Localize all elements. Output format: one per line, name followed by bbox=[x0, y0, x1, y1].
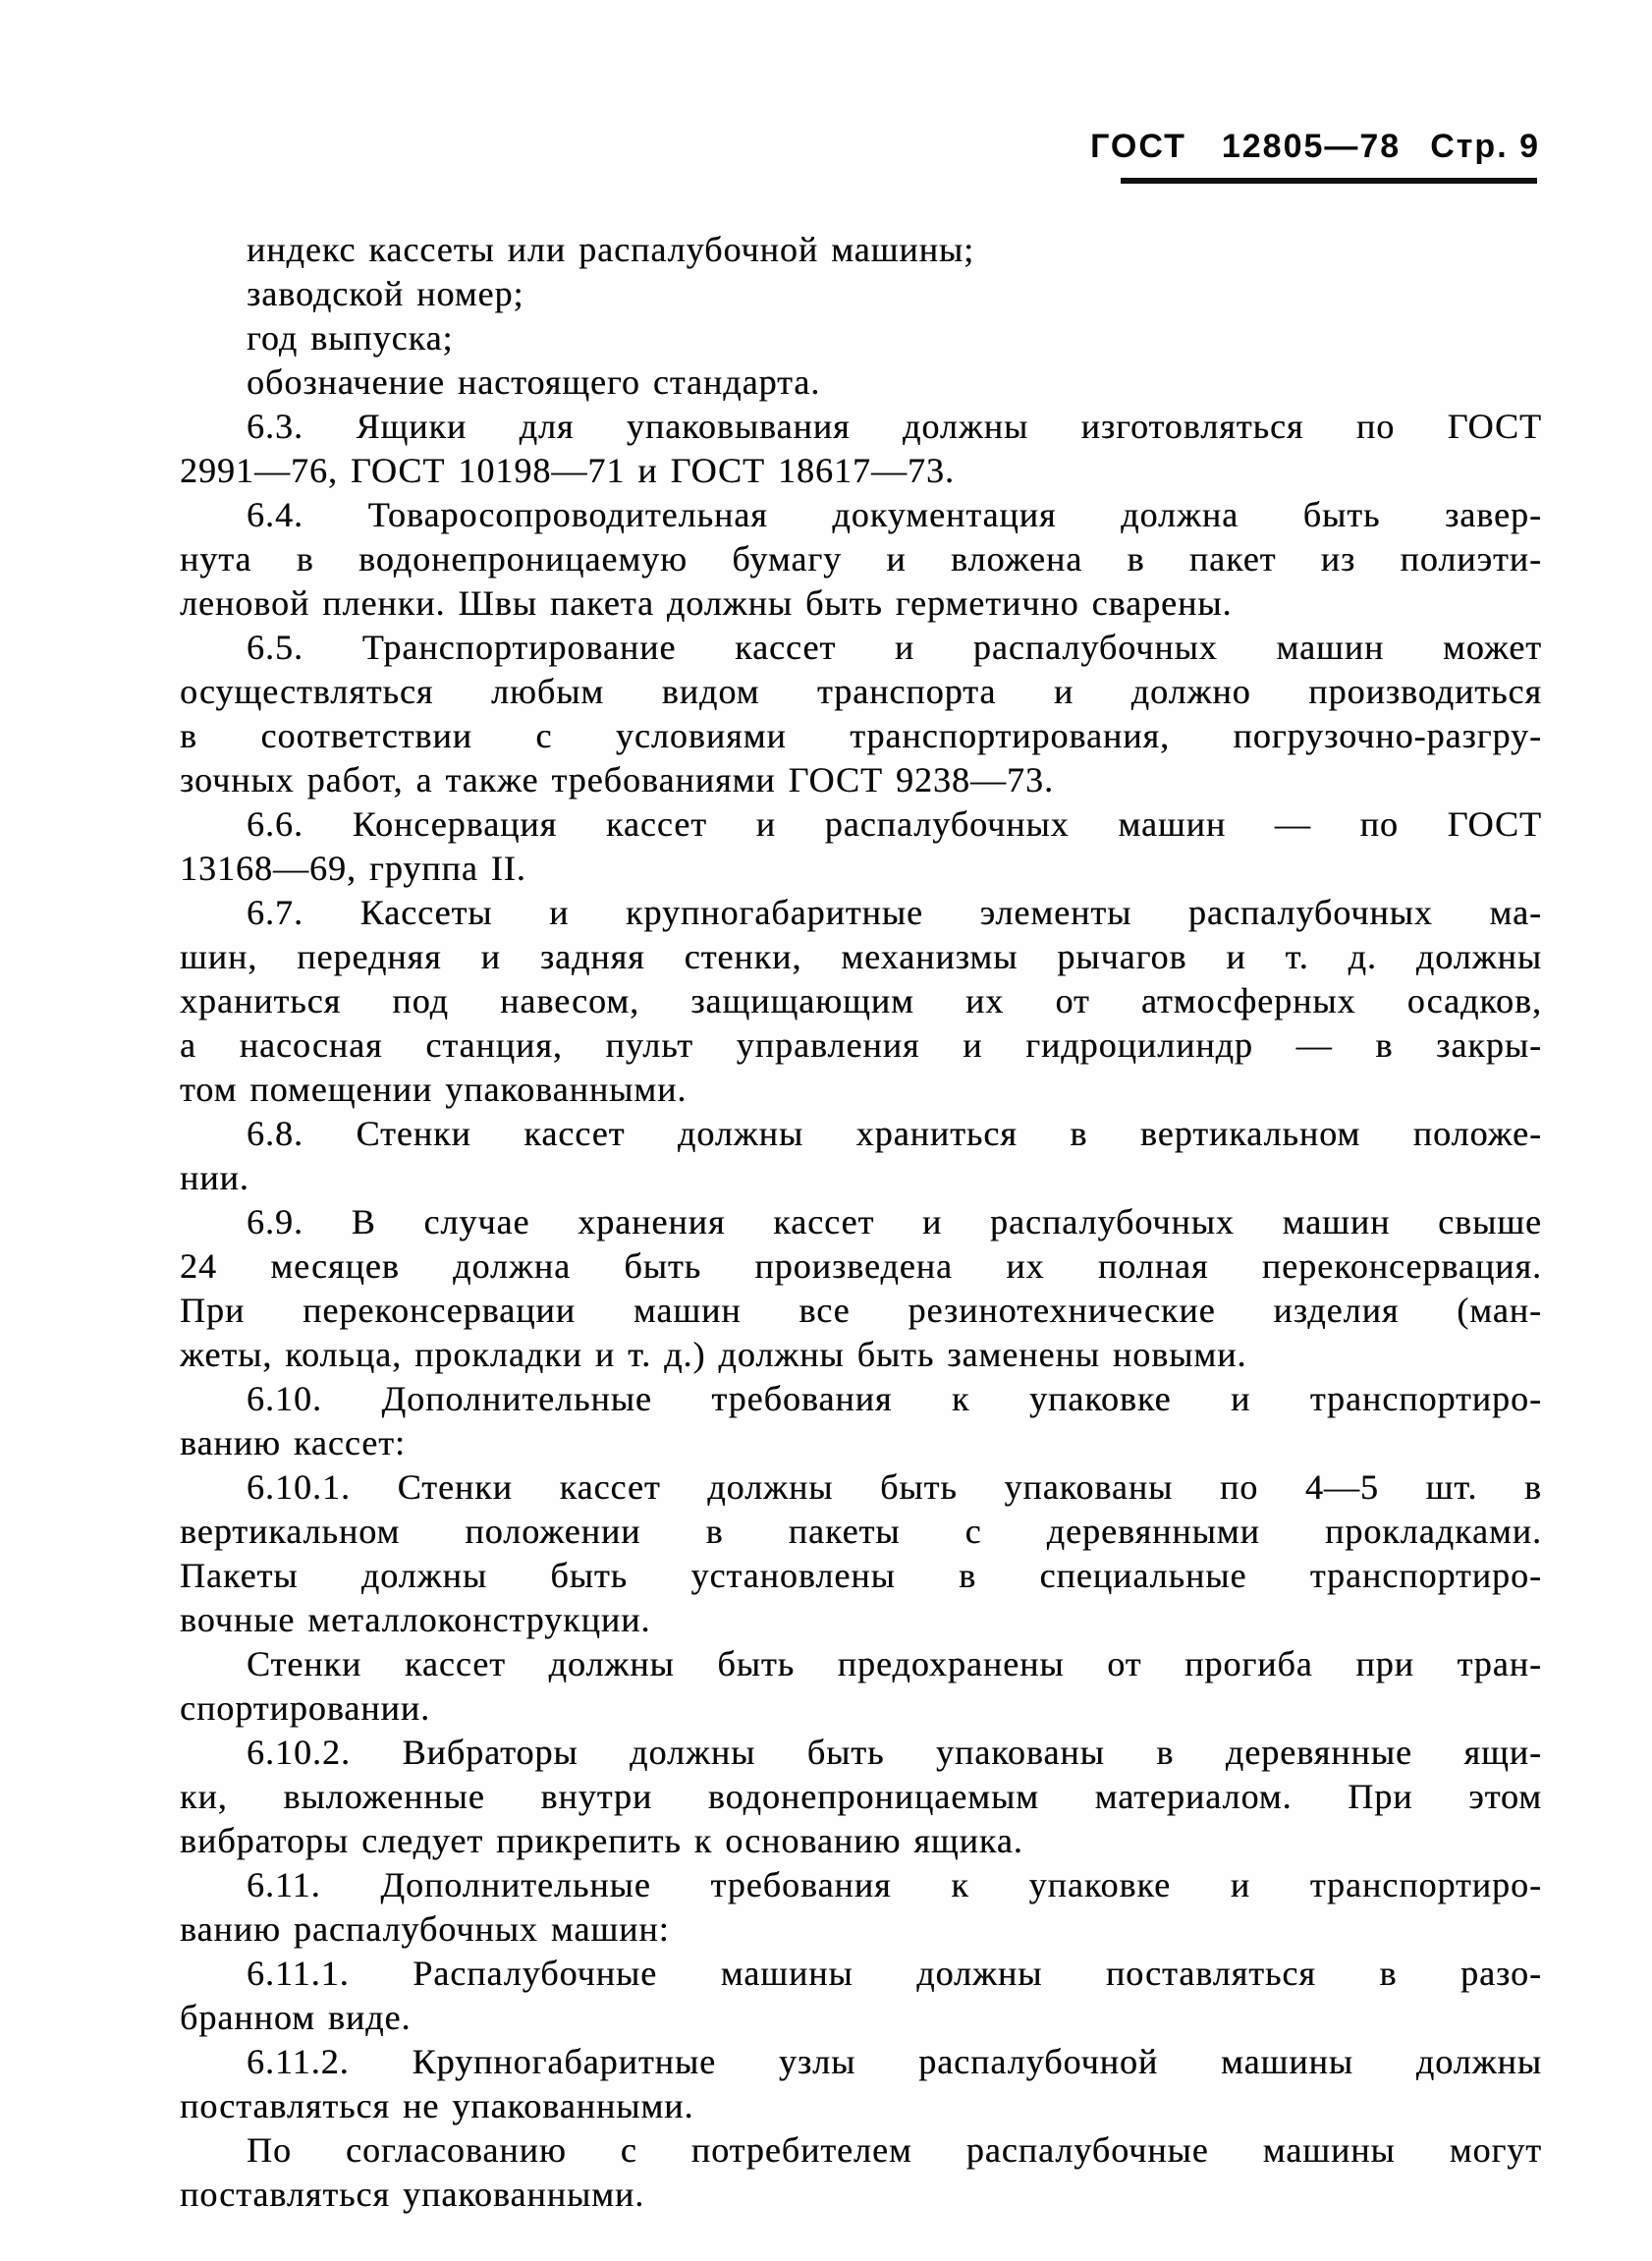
page-header bbox=[1090, 128, 1540, 166]
text-line: При переконсервации машин все резинотехнические изделия (ман- bbox=[180, 1291, 1542, 1330]
text-line: По согласованию с потребителем распалубочные машины могут bbox=[247, 2130, 1542, 2170]
text-line: 6.11.1. Распалубочные машины должны поставляться в разо- bbox=[247, 1954, 1542, 1993]
text-line: 13168—69, группа II. bbox=[180, 849, 526, 888]
text-line: 6.5. Транспортирование кассет и распалубочных машин может bbox=[247, 628, 1542, 667]
text-line: 6.10. Дополнительные требования к упаковке и транспортиро- bbox=[247, 1379, 1542, 1418]
header-page-number: Стр. 9 bbox=[1430, 128, 1540, 165]
text-line: индекс кассеты или распалубочной машины; bbox=[247, 230, 975, 269]
text-line: 6.10.1. Стенки кассет должны быть упакованы по 4—5 шт. в bbox=[247, 1467, 1542, 1507]
text-line: бранном виде. bbox=[180, 1998, 412, 2037]
text-line: в соответствии с условиями транспортирования, погрузочно-разгру- bbox=[180, 716, 1542, 755]
header-doc-number: 12805—78 bbox=[1221, 128, 1402, 165]
text-line: 6.3. Ящики для упаковывания должны изготовляться по ГОСТ bbox=[247, 407, 1542, 446]
text-line: вочные металлоконструкции. bbox=[180, 1600, 651, 1639]
text-line: Стенки кассет должны быть предохранены от прогиба при тран- bbox=[247, 1644, 1542, 1683]
text-line: 6.11. Дополнительные требования к упаковке и транспортиро- bbox=[247, 1865, 1542, 1904]
header-standard-label: ГОСТ bbox=[1090, 128, 1186, 165]
text-line: 2991—76, ГОСТ 10198—71 и ГОСТ 18617—73. bbox=[180, 451, 955, 490]
text-line: жеты, кольца, прокладки и т. д.) должны быть заменены новыми. bbox=[180, 1335, 1247, 1374]
text-line: заводской номер; bbox=[247, 274, 524, 313]
text-line: зочных работ, а также требованиями ГОСТ 9238—73. bbox=[180, 760, 1054, 800]
text-line: осуществляться любым видом транспорта и должно производиться bbox=[180, 672, 1542, 711]
text-line: ки, выложенные внутри водонепроницаемым материалом. При этом bbox=[180, 1777, 1542, 1816]
text-line: 6.4. Товаросопроводительная документация должна быть завер- bbox=[247, 495, 1542, 534]
text-line: поставляться упакованными. bbox=[180, 2175, 645, 2214]
text-line: 6.10.2. Вибраторы должны быть упакованы в деревянные ящи- bbox=[247, 1733, 1542, 1772]
text-line: ванию распалубочных машин: bbox=[180, 1909, 670, 1949]
text-line: обозначение настоящего стандарта. bbox=[247, 362, 821, 402]
text-line: шин, передняя и задняя стенки, механизмы рычагов и т. д. должны bbox=[180, 937, 1542, 976]
text-line: нута в водонепроницаемую бумагу и вложена в пакет из полиэти- bbox=[180, 539, 1542, 579]
text-line: нии. bbox=[180, 1158, 249, 1197]
text-line: вибраторы следует прикрепить к основанию ящика. bbox=[180, 1821, 1023, 1860]
text-line: 6.8. Стенки кассет должны храниться в вертикальном положе- bbox=[247, 1114, 1542, 1153]
header-rule bbox=[1121, 178, 1537, 184]
text-line: 24 месяцев должна быть произведена их полная переконсервация. bbox=[180, 1246, 1542, 1286]
text-line: ванию кассет: bbox=[180, 1423, 406, 1462]
text-line: спортировании. bbox=[180, 1688, 431, 1728]
text-line: год выпуска; bbox=[247, 318, 454, 358]
text-line: а насосная станция, пульт управления и гидроцилиндр — в закры- bbox=[180, 1025, 1542, 1065]
text-line: Пакеты должны быть установлены в специальные транспортиро- bbox=[180, 1556, 1542, 1595]
text-line: поставляться не упакованными. bbox=[180, 2086, 694, 2125]
text-line: том помещении упакованными. bbox=[180, 1070, 688, 1109]
text-line: леновой пленки. Швы пакета должны быть герметично сварены. bbox=[180, 583, 1233, 623]
body-text bbox=[180, 228, 1542, 2217]
text-line: 6.11.2. Крупногабаритные узлы распалубочной машины должны bbox=[247, 2042, 1542, 2081]
text-line: 6.6. Консервация кассет и распалубочных машин — по ГОСТ bbox=[247, 804, 1542, 844]
text-line: вертикальном положении в пакеты с деревянными прокладками. bbox=[180, 1512, 1542, 1551]
text-line: храниться под навесом, защищающим их от атмосферных осадков, bbox=[180, 981, 1542, 1020]
text-line: 6.7. Кассеты и крупногабаритные элементы распалубочных ма- bbox=[247, 893, 1542, 932]
text-line: 6.9. В случае хранения кассет и распалубочных машин свыше bbox=[247, 1202, 1542, 1241]
